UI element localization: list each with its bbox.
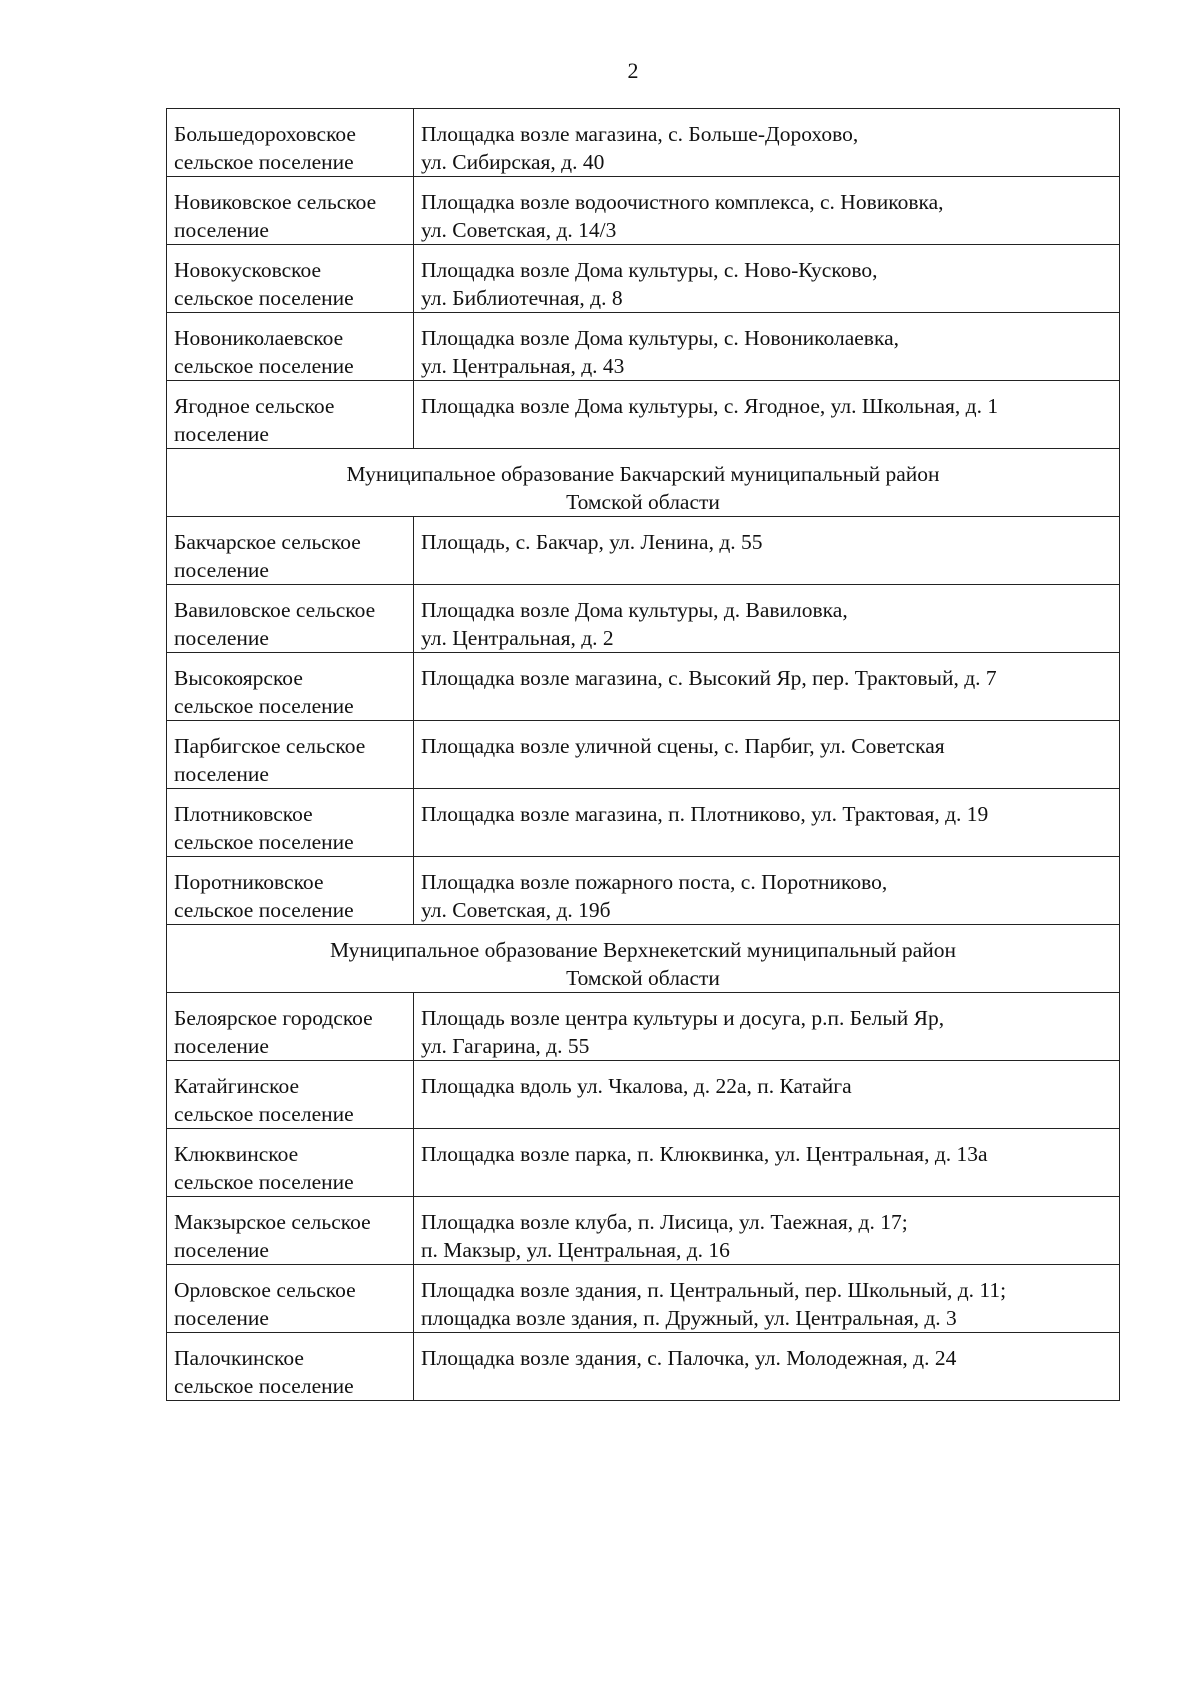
cell-text-line: Парбигское сельское — [174, 734, 366, 758]
cell-text-line: ул. Гагарина, д. 55 — [421, 1034, 590, 1058]
settlement-cell — [167, 245, 414, 313]
cell-text-line: Высокоярское — [174, 666, 303, 690]
section-header-row — [167, 449, 1120, 517]
cell-text-line: Площадь возле центра культуры и досуга, р.п. Белый Яр, — [421, 1006, 945, 1030]
location-cell — [414, 313, 1120, 381]
cell-text-line: п. Макзыр, ул. Центральная, д. 16 — [421, 1238, 730, 1262]
location-cell — [414, 517, 1120, 585]
cell-text-line: поселение — [174, 626, 269, 650]
table-row — [167, 517, 1120, 585]
cell-text-line: поселение — [174, 1238, 269, 1262]
location-cell — [414, 245, 1120, 313]
table-row — [167, 1129, 1120, 1197]
cell-text-line: поселение — [174, 1034, 269, 1058]
cell-text-line: Площадка возле магазина, с. Высокий Яр, пер. Трактовый, д. 7 — [421, 666, 997, 690]
cell-text-line: Макзырское сельское — [174, 1210, 371, 1234]
location-cell — [414, 1265, 1120, 1333]
cell-text-line: поселение — [174, 1306, 269, 1330]
location-cell — [414, 993, 1120, 1061]
table-row — [167, 313, 1120, 381]
table-row — [167, 653, 1120, 721]
cell-text-line: сельское поселение — [174, 1170, 354, 1194]
location-cell — [414, 109, 1120, 177]
cell-text-line: Орловское сельское — [174, 1278, 356, 1302]
settlement-cell — [167, 177, 414, 245]
table-row — [167, 109, 1120, 177]
cell-text-line: Площадка возле клуба, п. Лисица, ул. Таежная, д. 17; — [421, 1210, 908, 1234]
cell-text-line: Вавиловское сельское — [174, 598, 376, 622]
settlement-cell — [167, 381, 414, 449]
settlement-cell — [167, 1061, 414, 1129]
table-row — [167, 993, 1120, 1061]
settlement-cell — [167, 517, 414, 585]
settlement-cell — [167, 653, 414, 721]
cell-text-line: Площадка возле уличной сцены, с. Парбиг, ул. Советская — [421, 734, 945, 758]
cell-text-line: Муниципальное образование Бакчарский муниципальный район — [346, 462, 940, 486]
table-row — [167, 177, 1120, 245]
location-cell — [414, 1197, 1120, 1265]
table-row — [167, 721, 1120, 789]
table-row — [167, 1197, 1120, 1265]
cell-text-line: Площадь, с. Бакчар, ул. Ленина, д. 55 — [421, 530, 763, 554]
cell-text-line: Площадка возле Дома культуры, с. Новониколаевка, — [421, 326, 899, 350]
cell-text-line: Новиковское сельское — [174, 190, 377, 214]
cell-text-line: Томской области — [566, 490, 720, 514]
section-header-row — [167, 925, 1120, 993]
cell-text-line: Катайгинское — [174, 1074, 300, 1098]
location-cell — [414, 721, 1120, 789]
cell-text-line: Томской области — [566, 966, 720, 990]
cell-text-line: ул. Сибирская, д. 40 — [421, 150, 605, 174]
location-cell — [414, 1061, 1120, 1129]
cell-text-line: ул. Библиотечная, д. 8 — [421, 286, 623, 310]
settlement-cell — [167, 1197, 414, 1265]
table-row — [167, 1333, 1120, 1401]
location-cell — [414, 1333, 1120, 1401]
settlement-cell — [167, 721, 414, 789]
cell-text-line: Площадка возле здания, п. Центральный, пер. Школьный, д. 11; — [421, 1278, 1007, 1302]
locations-table — [166, 108, 1120, 1401]
cell-text-line: сельское поселение — [174, 354, 354, 378]
cell-text-line: Площадка возле Дома культуры, с. Ягодное, ул. Школьная, д. 1 — [421, 394, 999, 418]
settlement-cell — [167, 585, 414, 653]
section-title — [167, 925, 1120, 993]
cell-text-line: Площадка возле парка, п. Клюквинка, ул. Центральная, д. 13а — [421, 1142, 988, 1166]
cell-text-line: Площадка возле пожарного поста, с. Поротниково, — [421, 870, 888, 894]
cell-text-line: Площадка вдоль ул. Чкалова, д. 22а, п. Катайга — [421, 1074, 852, 1098]
location-cell — [414, 177, 1120, 245]
cell-text-line: Площадка возле здания, с. Палочка, ул. Молодежная, д. 24 — [421, 1346, 957, 1370]
cell-text-line: поселение — [174, 558, 269, 582]
cell-text-line: Плотниковское — [174, 802, 313, 826]
cell-text-line: Ягодное сельское — [174, 394, 335, 418]
settlement-cell — [167, 789, 414, 857]
table-row — [167, 789, 1120, 857]
table-row — [167, 857, 1120, 925]
cell-text-line: Муниципальное образование Верхнекетский муниципальный район — [330, 938, 956, 962]
cell-text-line: Площадка возле водоочистного комплекса, с. Новиковка, — [421, 190, 944, 214]
cell-text-line: поселение — [174, 762, 269, 786]
cell-text-line: сельское поселение — [174, 694, 354, 718]
cell-text-line: Новониколаевское — [174, 326, 344, 350]
location-cell — [414, 1129, 1120, 1197]
cell-text-line: сельское поселение — [174, 286, 354, 310]
cell-text-line: ул. Центральная, д. 43 — [421, 354, 625, 378]
cell-text-line: поселение — [174, 218, 269, 242]
cell-text-line: Площадка возле магазина, с. Больше-Дорохово, — [421, 122, 859, 146]
cell-text-line: площадка возле здания, п. Дружный, ул. Центральная, д. 3 — [421, 1306, 957, 1330]
location-cell — [414, 789, 1120, 857]
cell-text-line: ул. Центральная, д. 2 — [421, 626, 614, 650]
page-number: 2 — [627, 58, 639, 83]
locations-table-body — [167, 109, 1120, 1401]
cell-text-line: Площадка возле Дома культуры, д. Вавиловка, — [421, 598, 848, 622]
cell-text-line: сельское поселение — [174, 150, 354, 174]
section-title — [167, 449, 1120, 517]
table-row — [167, 1061, 1120, 1129]
cell-text-line: сельское поселение — [174, 898, 354, 922]
cell-text-line: Клюквинское — [174, 1142, 299, 1166]
cell-text-line: Белоярское городское — [174, 1006, 373, 1030]
settlement-cell — [167, 109, 414, 177]
settlement-cell — [167, 1129, 414, 1197]
table-row — [167, 245, 1120, 313]
cell-text-line: Бакчарское сельское — [174, 530, 361, 554]
cell-text-line: сельское поселение — [174, 1374, 354, 1398]
table-row — [167, 381, 1120, 449]
cell-text-line: Площадка возле Дома культуры, с. Ново-Кусково, — [421, 258, 878, 282]
cell-text-line: поселение — [174, 422, 269, 446]
settlement-cell — [167, 313, 414, 381]
settlement-cell — [167, 1265, 414, 1333]
location-cell — [414, 381, 1120, 449]
table-row — [167, 585, 1120, 653]
location-cell — [414, 585, 1120, 653]
cell-text-line: сельское поселение — [174, 1102, 354, 1126]
cell-text-line: ул. Советская, д. 14/3 — [421, 218, 617, 242]
location-cell — [414, 857, 1120, 925]
settlement-cell — [167, 993, 414, 1061]
location-cell — [414, 653, 1120, 721]
settlement-cell — [167, 1333, 414, 1401]
cell-text-line: ул. Советская, д. 19б — [421, 898, 611, 922]
cell-text-line: Палочкинское — [174, 1346, 304, 1370]
cell-text-line: Большедороховское — [174, 122, 356, 146]
cell-text-line: Площадка возле магазина, п. Плотниково, ул. Трактовая, д. 19 — [421, 802, 989, 826]
cell-text-line: Новокусковское — [174, 258, 322, 282]
cell-text-line: сельское поселение — [174, 830, 354, 854]
table-row — [167, 1265, 1120, 1333]
cell-text-line: Поротниковское — [174, 870, 324, 894]
settlement-cell — [167, 857, 414, 925]
